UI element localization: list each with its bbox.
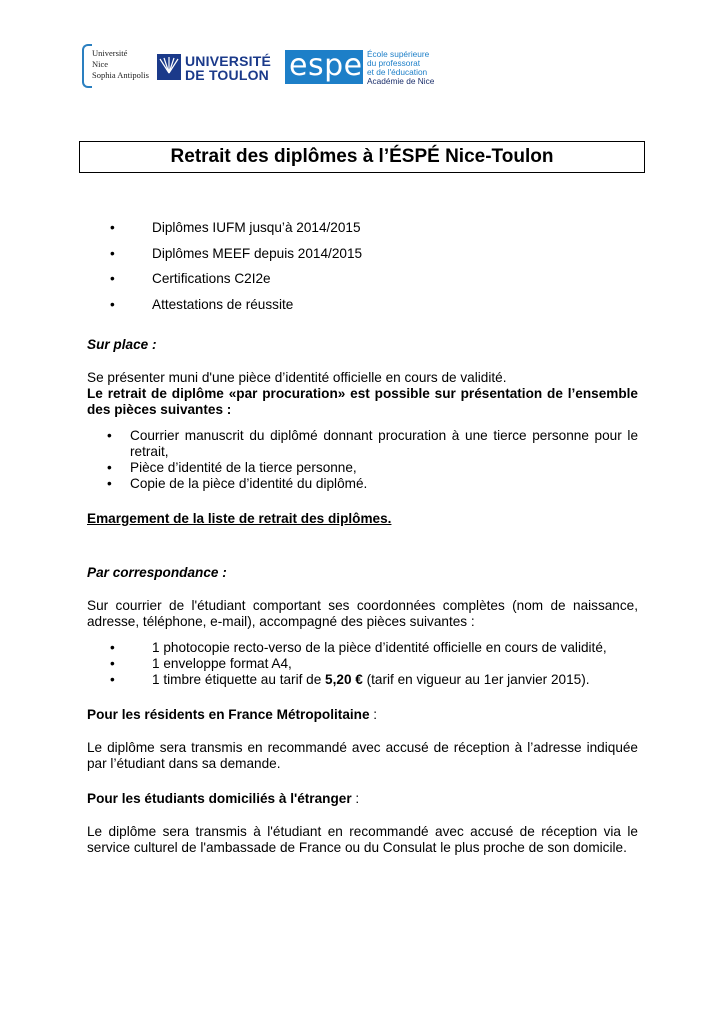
espe-line2: du professorat [367,58,421,68]
list-item: • Pièce d’identité de la tierce personne, [107,459,357,475]
universite-nice-logo [82,44,152,88]
espe-line3: et de l'éducation [367,67,428,77]
timbre-price: 5,20 € [325,671,363,687]
sur-place-heading: Sur place : [87,336,157,352]
bullet-icon: • [107,427,112,443]
procuration-text: Le retrait de diplôme «par procuration» est possible sur présentation de l’ensemble des pièces suivantes : [87,385,638,417]
abroad-heading-line: Pour les étudiants domiciliés à l'étranger : [87,790,360,806]
bullet-icon: • [110,271,115,287]
list-item: • 1 enveloppe format A4, [110,655,292,671]
espe-wordmark: espe [289,48,363,83]
list-item: • Diplômes IUFM jusqu’à 2014/2015 [87,215,638,241]
metro-heading: Pour les résidents en France Métropolitaine [87,706,370,722]
utln-line2: DE TOULON [185,67,269,83]
title-box [79,141,645,173]
unice-line3: Sophia Antipolis [92,70,149,80]
bullet-icon: • [110,671,115,687]
bullet-icon: • [110,655,115,671]
document-body [87,215,638,856]
list-item: • Copie de la pièce d’identité du diplômé. [107,475,368,491]
correspondance-heading: Par correspondance : [87,564,227,580]
unice-line1: Université [92,48,128,58]
list-item: • Certifications C2I2e [87,266,638,292]
list-item: • Diplômes MEEF depuis 2014/2015 [87,241,638,267]
espe-line4: Académie de Nice [367,76,435,86]
list-item: • 1 timbre étiquette au tarif de 5,20 € (tarif en vigueur au 1er janvier 2015). [110,671,590,687]
list-item: • 1 photocopie recto-verso de la pièce d’identité officielle en cours de validité, [110,639,607,655]
metro-text: Le diplôme sera transmis en recommandé avec accusé de réception à l’adresse indiquée par l’étudiant dans sa demande. [87,739,638,771]
utln-line1: UNIVERSITÉ [185,53,272,69]
list-item: • Courrier manuscrit du diplômé donnant procuration à une tierce personne pour le retrait, [107,427,638,459]
emargement-text: Emargement de la liste de retrait des diplômes. [87,510,392,526]
bullet-icon: • [110,220,115,235]
unice-frame-shape [82,44,92,88]
correspondance-list [87,640,638,688]
espe-subtitle [367,50,434,86]
abroad-heading: Pour les étudiants domiciliés à l'étranger [87,790,352,806]
page-title: Retrait des diplômes à l’ÉSPÉ Nice-Toulon [170,146,554,167]
diploma-list [87,215,638,318]
unice-line2: Nice [92,59,109,69]
toulon-star-icon [157,54,181,80]
abroad-text: Le diplôme sera transmis à l'étudiant en recommandé avec accusé de réception via le service culturel de l'ambassade de France ou du Consulat le plus proche de son domicile. [87,823,638,855]
espe-logo [285,50,363,84]
bullet-icon: • [107,459,112,475]
header-logos [82,44,462,88]
bullet-icon: • [110,245,115,261]
universite-toulon-logo [157,54,283,84]
bullet-icon: • [110,297,115,313]
bullet-icon: • [110,639,115,655]
metro-heading-line: Pour les résidents en France Métropolitaine : [87,706,378,722]
list-item: • Attestations de réussite [87,292,638,318]
sur-place-intro: Se présenter muni d'une pièce d’identité officielle en cours de validité. [87,369,507,385]
procuration-list [87,428,638,492]
bullet-icon: • [107,475,112,491]
correspondance-intro: Sur courrier de l'étudiant comportant ses coordonnées complètes (nom de naissance, adresse, téléphone, e-mail), accompagné des pièces suivantes : [87,597,638,629]
espe-line1: École supérieure [367,49,430,59]
